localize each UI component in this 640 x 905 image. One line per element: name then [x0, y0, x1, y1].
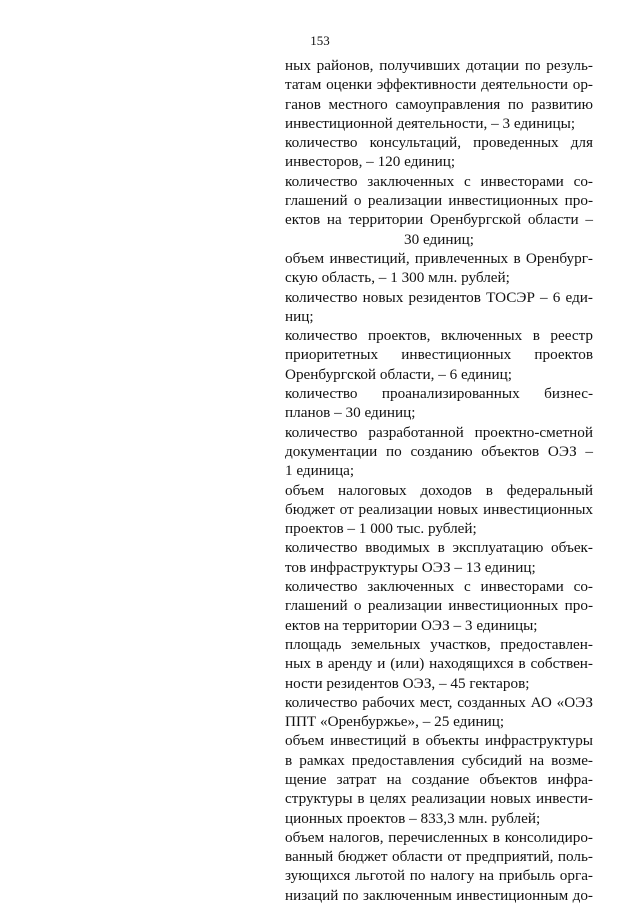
paragraph — [285, 828, 593, 905]
text-line: ционных проектов – 833,3 млн. рублей; — [285, 809, 541, 827]
text-line: низаций по заключенным инвестиционным до- — [285, 886, 593, 904]
text-line: тов инфраструктуры ОЭЗ – 13 единиц; — [285, 558, 536, 576]
paragraph — [285, 172, 593, 249]
text-line: щение затрат на создание объектов инфра- — [285, 770, 593, 788]
text-line: планов – 30 единиц; — [285, 404, 416, 422]
paragraph — [285, 731, 593, 827]
paragraph — [285, 133, 593, 172]
text-line: скую область, – 1 300 млн. рублей; — [285, 269, 510, 287]
paragraph — [285, 384, 593, 423]
page-number: 153 — [310, 33, 330, 48]
text-line: ных в аренду и (или) находящихся в собствен- — [285, 655, 593, 673]
paragraph — [285, 577, 593, 635]
text-line: бюджет от реализации новых инвестиционных — [285, 500, 593, 518]
paragraph — [285, 56, 593, 133]
text-line: ных районов, получивших дотации по резуль- — [285, 57, 593, 74]
text-line: в рамках предоставления субсидий на возме- — [285, 751, 593, 769]
text-line: ванный бюджет области от предприятий, поль- — [285, 848, 593, 866]
text-line: объем инвестиций в объекты инфраструктуры — [285, 732, 593, 750]
text-line: объем инвестиций, привлеченных в Оренбург- — [285, 249, 593, 267]
paragraph — [285, 249, 593, 288]
text-line: 1 единица; — [285, 462, 355, 480]
text-line: количество проектов, включенных в реестр — [285, 327, 593, 345]
text-line: объем налогов, перечисленных в консолидиро- — [285, 828, 593, 846]
text-line: ганов местного самоуправления по развитию — [285, 95, 593, 113]
text-line: проектов – 1 000 тыс. рублей; — [285, 520, 477, 538]
text-line: приоритетных инвестиционных проектов — [285, 346, 593, 364]
text-line: татам оценки эффективности деятельности ор- — [285, 76, 593, 94]
text-line: ниц; — [285, 307, 314, 325]
text-line: количество проанализированных бизнес- — [285, 385, 593, 403]
document-body — [285, 56, 593, 905]
text-line: структуры в целях реализации новых инвести- — [285, 790, 593, 808]
text-line: площадь земельных участков, предоставлен- — [285, 635, 593, 653]
paragraph — [285, 423, 593, 481]
paragraph — [285, 326, 593, 384]
text-line: глашений о реализации инвестиционных про- — [285, 597, 593, 615]
text-line: зующихся льготой по налогу на прибыль орга- — [285, 867, 593, 885]
text-line: инвестиционной деятельности, – 3 единицы; — [285, 114, 576, 132]
text-line: ектов на территории Оренбургской области – — [285, 211, 593, 229]
text-line: количество заключенных с инвесторами со- — [285, 578, 593, 596]
text-line: Оренбургской области, – 6 единиц; — [285, 365, 513, 383]
text-line: количество вводимых в эксплуатацию объек- — [285, 539, 593, 557]
text-line: количество разработанной проектно-сметной — [285, 423, 593, 441]
text-line: ектов на территории ОЭЗ – 3 единицы; — [285, 616, 538, 634]
text-line: объем налоговых доходов в федеральный — [285, 481, 593, 499]
text-line: ности резидентов ОЭЗ, – 45 гектаров; — [285, 674, 530, 692]
paragraph — [285, 288, 593, 327]
text-line: количество консультаций, проведенных для — [285, 134, 593, 152]
text-line: глашений о реализации инвестиционных про- — [285, 192, 593, 210]
text-line: количество новых резидентов ТОСЭР – 6 еди- — [285, 288, 593, 306]
text-line: ППТ «Оренбуржье», – 25 единиц; — [285, 713, 505, 731]
text-line: 30 единиц; — [404, 230, 474, 248]
text-line: количество заключенных с инвесторами со- — [285, 172, 593, 190]
paragraph — [285, 693, 593, 732]
paragraph — [285, 635, 593, 693]
paragraph — [285, 481, 593, 539]
text-line: количество рабочих мест, созданных АО «ОЭЗ — [285, 693, 593, 711]
text-line: инвесторов, – 120 единиц; — [285, 153, 456, 171]
text-line: документации по созданию объектов ОЭЗ – — [285, 442, 593, 460]
paragraph — [285, 538, 593, 577]
